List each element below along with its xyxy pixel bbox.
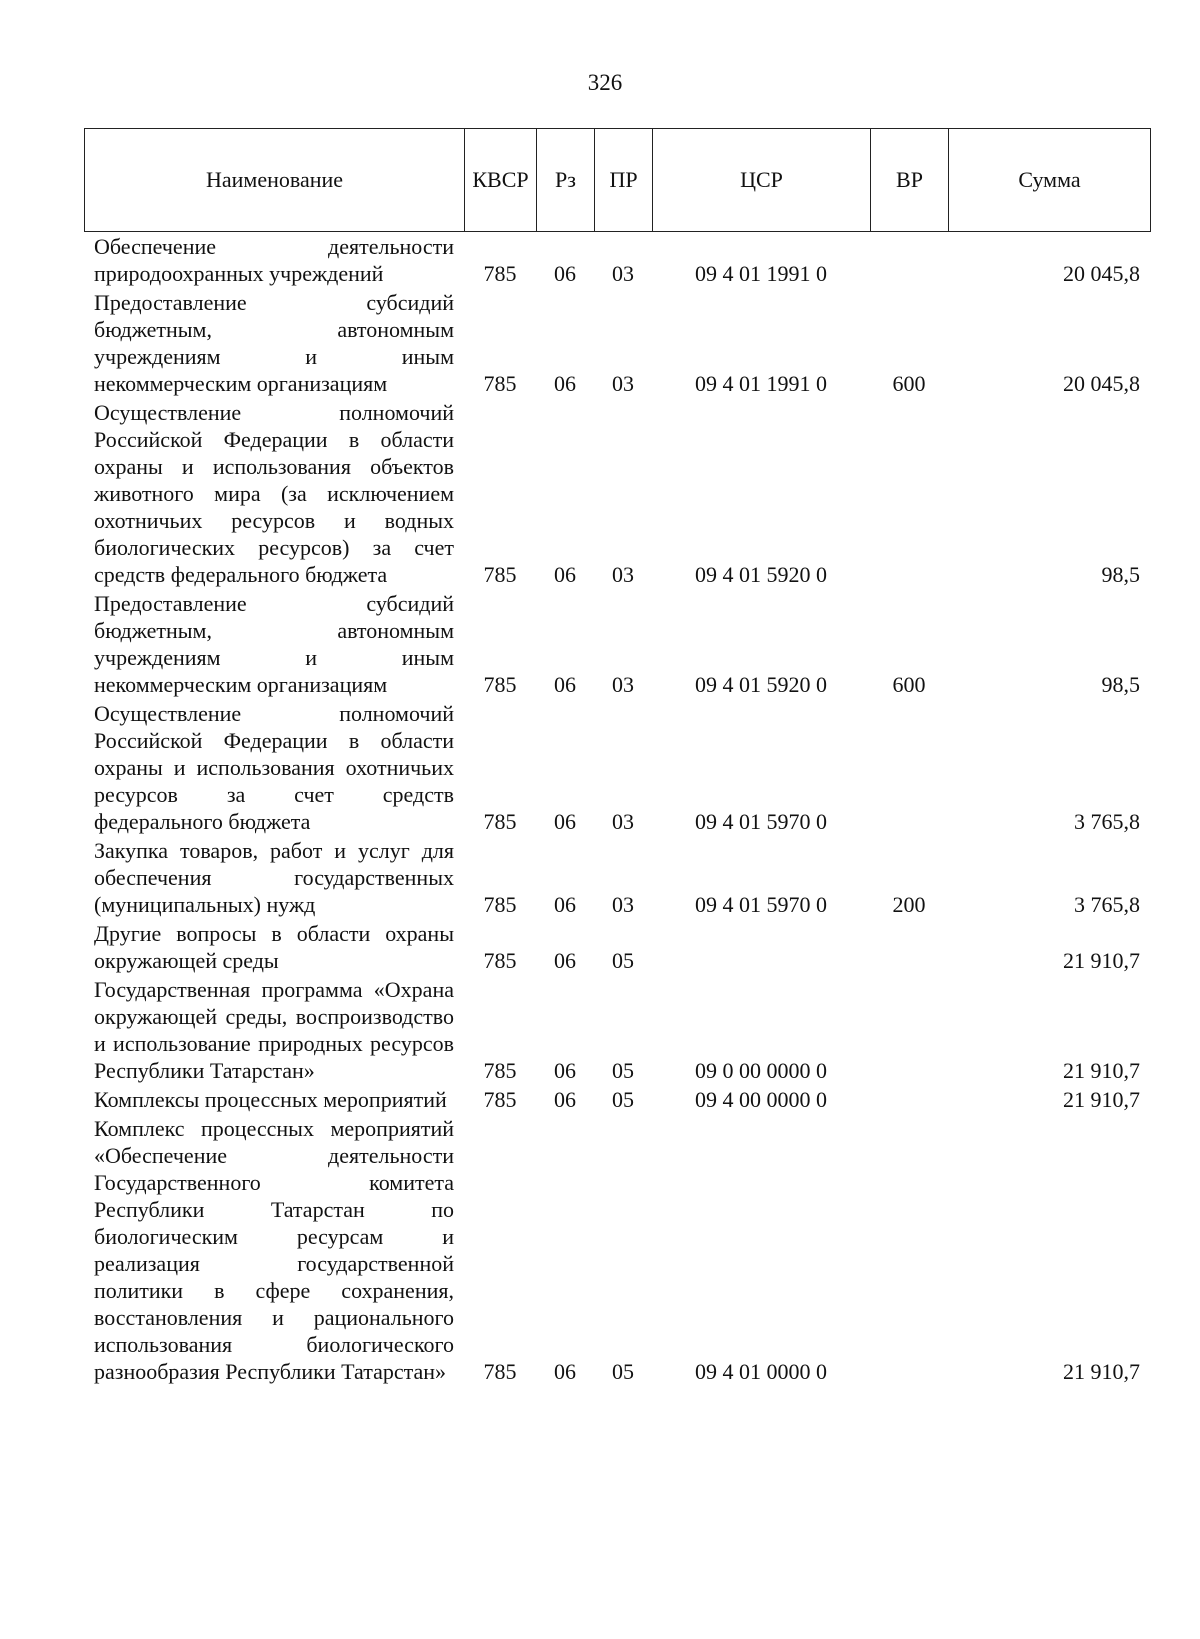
row-pr: 03 — [612, 261, 634, 286]
column-header-sum: Сумма — [949, 129, 1151, 232]
column-header-vr: ВР — [871, 129, 949, 232]
row-name: Комплексы процессных мероприятий — [94, 1087, 447, 1112]
row-sum: 3 765,8 — [1074, 892, 1140, 917]
row-vr — [870, 233, 948, 289]
row-pr: 05 — [612, 1087, 634, 1112]
table-row — [84, 399, 1150, 590]
row-kvsr: 785 — [483, 1087, 517, 1112]
row-rz: 06 — [554, 1087, 576, 1112]
row-rz: 06 — [554, 672, 576, 697]
row-kvsr: 785 — [483, 261, 517, 286]
row-rz: 06 — [554, 948, 576, 973]
row-pr: 05 — [612, 948, 634, 973]
row-pr: 05 — [612, 1058, 634, 1083]
row-kvsr: 785 — [483, 562, 517, 587]
row-pr: 03 — [612, 672, 634, 697]
table-row — [84, 1115, 1150, 1387]
row-sum: 21 910,7 — [1063, 1359, 1140, 1384]
row-name: Государственная программа «Охрана окружающей среды, воспроизводство и использование природных ресурсов Республики Татарстан» — [94, 977, 454, 1083]
row-rz: 06 — [554, 261, 576, 286]
row-csr: 09 0 00 0000 0 — [695, 1058, 827, 1083]
row-sum: 20 045,8 — [1063, 261, 1140, 286]
row-name: Осуществление полномочий Российской Федерации в области охраны и использования объектов животного мира (за исключением охотничьих ресурсов и водных биологических ресурсов) за счет средств федерального бюджета — [94, 400, 454, 587]
row-name: Предоставление субсидий бюджетным, автономным учреждениям и иным некоммерческим организациям — [94, 290, 454, 396]
row-csr: 09 4 01 1991 0 — [695, 371, 827, 396]
column-header-name: Наименование — [85, 129, 465, 232]
column-header-pr: ПР — [595, 129, 653, 232]
budget-table-body — [84, 233, 1150, 1387]
table-row — [84, 700, 1150, 837]
row-rz: 06 — [554, 371, 576, 396]
column-header-kvsr: КВСР — [465, 129, 537, 232]
row-csr — [652, 920, 870, 976]
row-kvsr: 785 — [483, 948, 517, 973]
row-kvsr: 785 — [483, 1359, 517, 1384]
row-kvsr: 785 — [483, 809, 517, 834]
table-row — [84, 976, 1150, 1086]
row-sum: 98,5 — [1101, 562, 1140, 587]
row-vr: 600 — [892, 371, 926, 396]
row-vr — [870, 1115, 948, 1387]
row-pr: 05 — [612, 1359, 634, 1384]
row-sum: 98,5 — [1101, 672, 1140, 697]
row-rz: 06 — [554, 562, 576, 587]
row-name: Обеспечение деятельности природоохранных учреждений — [94, 234, 454, 286]
row-csr: 09 4 01 5970 0 — [695, 809, 827, 834]
row-vr — [870, 920, 948, 976]
row-kvsr: 785 — [483, 672, 517, 697]
row-pr: 03 — [612, 562, 634, 587]
row-vr — [870, 1086, 948, 1115]
row-sum: 20 045,8 — [1063, 371, 1140, 396]
row-rz: 06 — [554, 1359, 576, 1384]
row-vr: 200 — [892, 892, 926, 917]
row-kvsr: 785 — [483, 371, 517, 396]
row-name: Комплекс процессных мероприятий «Обеспечение деятельности Государственного комитета Республики Татарстан по биологическим ресурсам и реализация государственной политики в сфере сохранения, восстановления и рационального использования биологического разнообразия Республики Татарстан» — [94, 1116, 454, 1384]
row-pr: 03 — [612, 892, 634, 917]
row-name: Закупка товаров, работ и услуг для обеспечения государственных (муниципальных) нужд — [94, 838, 454, 917]
row-pr: 03 — [612, 809, 634, 834]
row-vr — [870, 399, 948, 590]
row-csr: 09 4 00 0000 0 — [695, 1087, 827, 1112]
table-header — [84, 128, 1151, 232]
row-vr — [870, 976, 948, 1086]
table-row — [84, 1086, 1150, 1115]
row-csr: 09 4 01 5920 0 — [695, 672, 827, 697]
table-row — [84, 920, 1150, 976]
row-kvsr: 785 — [483, 892, 517, 917]
row-vr: 600 — [892, 672, 926, 697]
row-csr: 09 4 01 5970 0 — [695, 892, 827, 917]
column-header-csr: ЦСР — [653, 129, 871, 232]
row-name: Другие вопросы в области охраны окружающей среды — [94, 921, 454, 973]
table-row — [84, 837, 1150, 920]
table-row — [84, 289, 1150, 399]
row-name: Предоставление субсидий бюджетным, автономным учреждениям и иным некоммерческим организациям — [94, 591, 454, 697]
row-rz: 06 — [554, 892, 576, 917]
column-header-rz: Рз — [537, 129, 595, 232]
row-sum: 21 910,7 — [1063, 1058, 1140, 1083]
table-row — [84, 233, 1150, 289]
row-sum: 21 910,7 — [1063, 1087, 1140, 1112]
row-kvsr: 785 — [483, 1058, 517, 1083]
row-csr: 09 4 01 0000 0 — [695, 1359, 827, 1384]
table-row — [84, 590, 1150, 700]
row-csr: 09 4 01 1991 0 — [695, 261, 827, 286]
row-pr: 03 — [612, 371, 634, 396]
row-rz: 06 — [554, 1058, 576, 1083]
row-vr — [870, 700, 948, 837]
row-sum: 3 765,8 — [1074, 809, 1140, 834]
row-sum: 21 910,7 — [1063, 948, 1140, 973]
page-number: 326 — [587, 70, 623, 95]
row-csr: 09 4 01 5920 0 — [695, 562, 827, 587]
row-name: Осуществление полномочий Российской Федерации в области охраны и использования охотничьих ресурсов за счет средств федерального бюджета — [94, 701, 454, 834]
row-rz: 06 — [554, 809, 576, 834]
